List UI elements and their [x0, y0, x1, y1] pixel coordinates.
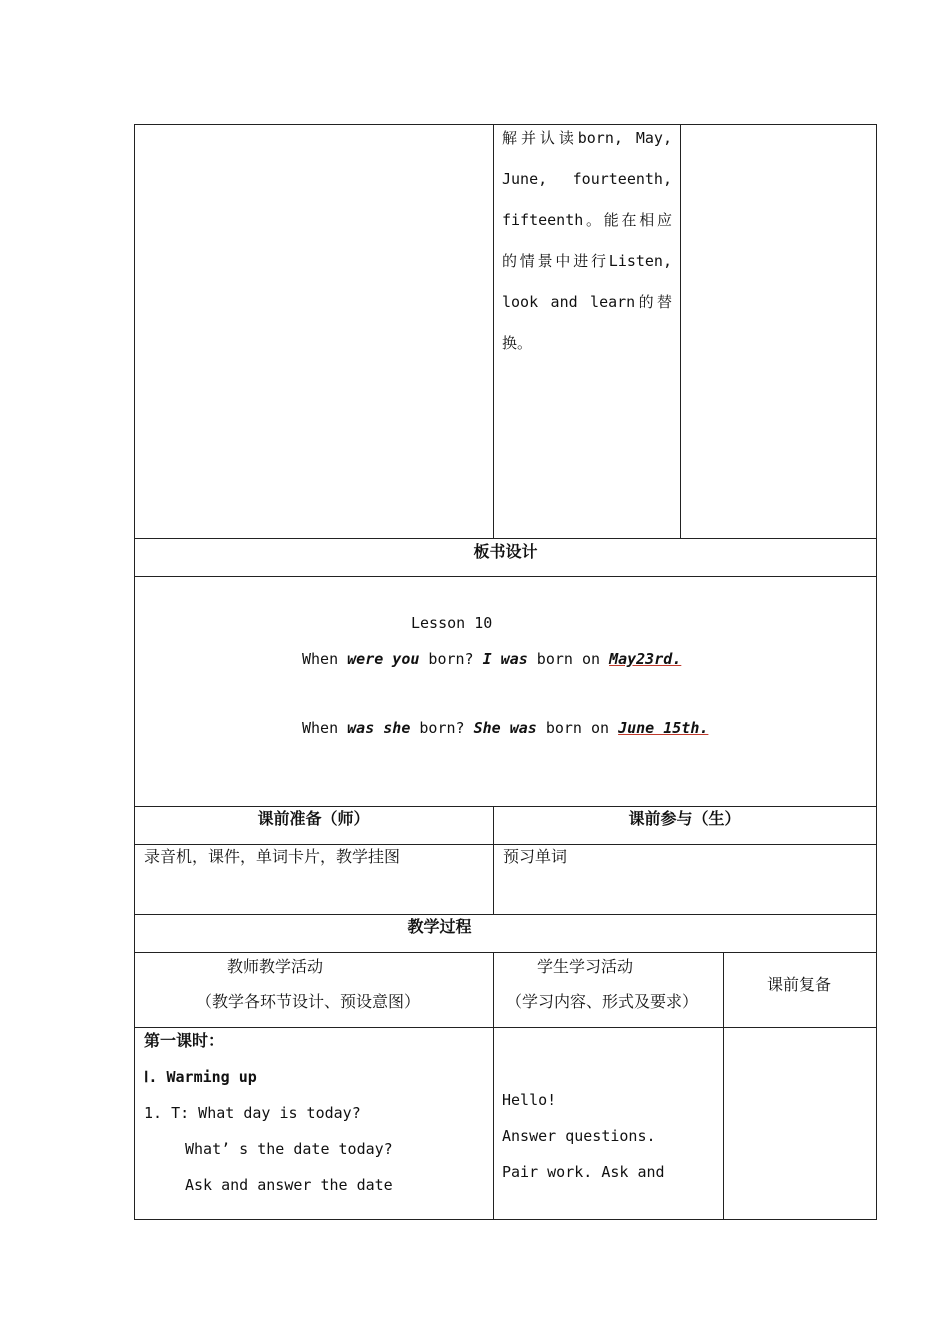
prep-student-header	[493, 809, 876, 829]
process-col2-subtitle: （学习内容、形式及要求）	[506, 992, 699, 1011]
objectives-text-content: 解并认读born, May, June, fourteenth, fifteenth。能在相应的情景中进行Listen, look and learn的替换。	[502, 129, 672, 352]
prep-student-content-text: 预习单词	[503, 847, 568, 866]
sentence-date: June 15th.	[618, 719, 709, 737]
board-sentence-2	[302, 719, 708, 737]
section-title: Ⅰ. Warming up	[144, 1068, 257, 1086]
process-col1-title: 教师教学活动	[227, 957, 324, 976]
student-activity: Answer questions.	[502, 1127, 656, 1145]
divider	[134, 914, 877, 915]
student-activity: Pair work. Ask and	[502, 1163, 665, 1181]
process-header	[134, 917, 745, 937]
process-col3-header	[723, 955, 876, 1027]
process-col2-header	[493, 955, 723, 1027]
sentence-part: born on	[536, 719, 619, 737]
objectives-text	[502, 118, 672, 364]
board-lesson	[411, 614, 492, 632]
sentence-part: When	[302, 719, 348, 737]
table-border-bottom	[134, 1219, 877, 1220]
step-item: 1. T: What day is today?	[144, 1104, 361, 1122]
prep-teacher-header-label: 课前准备（师）	[257, 809, 370, 828]
sentence-date: May23rd.	[609, 650, 682, 668]
sentence-emphasis: She was	[473, 719, 537, 737]
step-item: What’ s the date today?	[185, 1140, 393, 1158]
student-activity: Hello!	[502, 1091, 557, 1109]
sentence-part: When	[302, 650, 348, 668]
sentence-emphasis: I was	[482, 650, 528, 668]
board-sentence-1	[302, 650, 681, 668]
sentence-emphasis: were you	[347, 650, 420, 668]
divider	[134, 538, 877, 539]
board-header-label: 板书设计	[473, 542, 538, 561]
step-item: Ask and answer the date	[185, 1176, 393, 1194]
divider	[493, 124, 494, 539]
divider	[134, 844, 877, 845]
sentence-emphasis: was she	[347, 719, 411, 737]
process-col1-header	[134, 955, 493, 1027]
process-teacher-content	[134, 1027, 493, 1219]
prep-student-header-label: 课前参与（生）	[628, 809, 741, 828]
prep-teacher-content-text: 录音机，课件，单词卡片，教学挂图	[144, 847, 401, 866]
process-col1-subtitle: （教学各环节设计、预设意图）	[196, 992, 421, 1011]
divider	[134, 806, 877, 807]
board-lesson-text: Lesson 10	[411, 614, 493, 632]
process-col3-title: 课前复备	[767, 975, 832, 994]
board-content	[134, 576, 877, 806]
sentence-part: born on	[527, 650, 610, 668]
board-header	[134, 542, 877, 562]
process-student-content	[493, 1027, 723, 1219]
divider	[134, 952, 877, 953]
prep-student-content	[503, 847, 863, 867]
sentence-part: born?	[419, 650, 483, 668]
divider	[680, 124, 681, 539]
process-col2-title: 学生学习活动	[537, 957, 634, 976]
process-header-label: 教学过程	[407, 917, 472, 936]
prep-teacher-header	[134, 809, 493, 829]
prep-teacher-content	[144, 847, 484, 867]
sentence-part: born?	[410, 719, 474, 737]
lesson-title: 第一课时：	[144, 1031, 225, 1050]
